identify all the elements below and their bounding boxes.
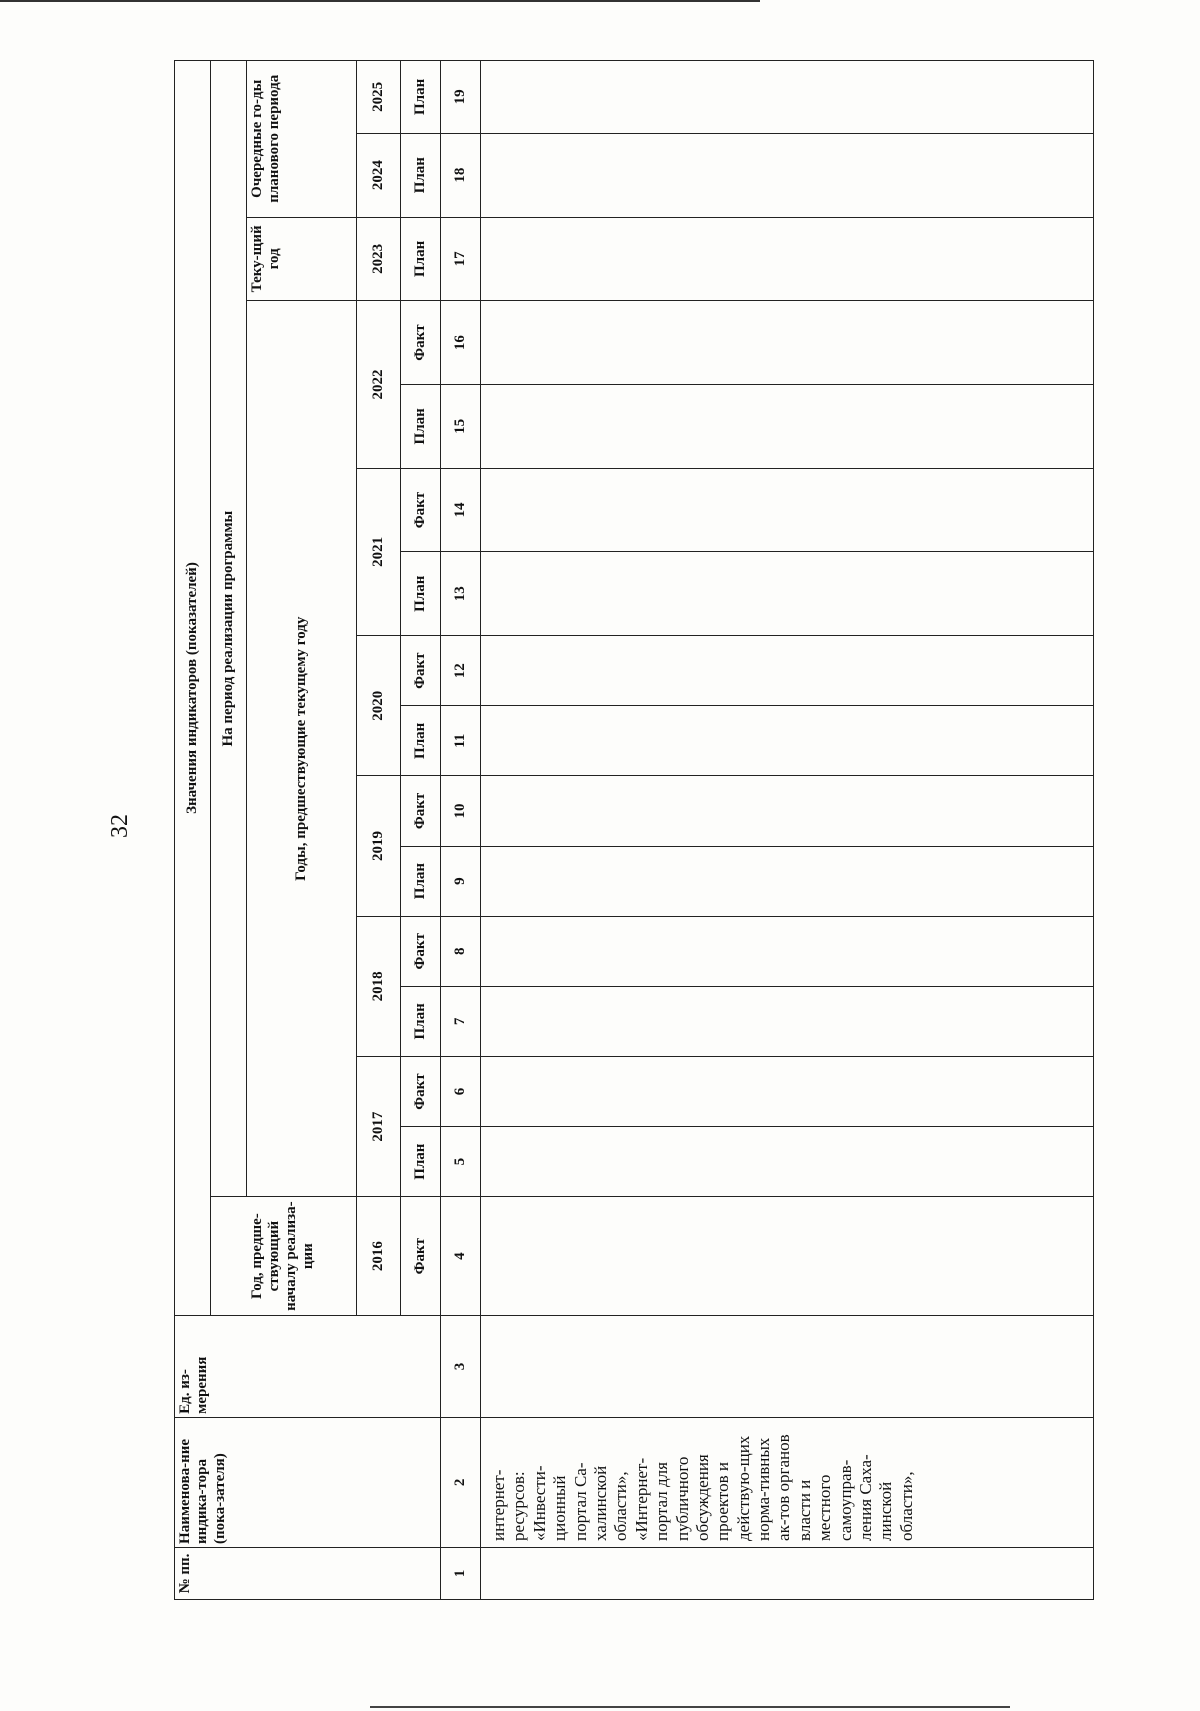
col-header-no: № пп. — [175, 1547, 441, 1599]
col-num-5: 5 — [441, 1127, 481, 1197]
col-header-period: На период реализации программы — [211, 61, 247, 1197]
year-2017: 2017 — [357, 1056, 401, 1196]
col-num-10: 10 — [441, 776, 481, 846]
col-num-17: 17 — [441, 217, 481, 301]
col-num-7: 7 — [441, 986, 481, 1056]
year-2016: 2016 — [357, 1197, 401, 1316]
plan-2020: План — [401, 706, 441, 776]
col-num-18: 18 — [441, 133, 481, 217]
scan-edge-bottom — [370, 1706, 1010, 1708]
value-cell — [481, 1197, 1094, 1316]
value-cell — [481, 706, 1094, 776]
col-num-13: 13 — [441, 552, 481, 636]
value-cell — [481, 61, 1094, 134]
plan-2018: План — [401, 986, 441, 1056]
row-unit — [481, 1316, 1094, 1418]
col-header-prior-year: Год, предше-ствующий началу реализа-ции — [247, 1197, 357, 1316]
col-num-12: 12 — [441, 636, 481, 706]
plan-2025: План — [401, 61, 441, 134]
year-2022: 2022 — [357, 301, 401, 468]
plan-2023: План — [401, 217, 441, 301]
value-cell — [481, 468, 1094, 552]
year-2020: 2020 — [357, 636, 401, 776]
year-2023: 2023 — [357, 217, 401, 301]
col-num-4: 4 — [441, 1197, 481, 1316]
fact-2016: Факт — [401, 1197, 441, 1316]
col-num-8: 8 — [441, 916, 481, 986]
fact-2020: Факт — [401, 636, 441, 706]
year-2025: 2025 — [357, 61, 401, 134]
table-row — [481, 61, 1094, 1600]
value-cell — [481, 552, 1094, 636]
col-num-19: 19 — [441, 61, 481, 134]
row-indicator-name: интернет-ресурсов: «Инвести-ционный портал Са-халинской области», «Интернет-портал для публичного обсуждения проектов и действую-щих норма-тивных ак-тов органов власти и местного самоуправ-ления Саха-линской области», — [481, 1417, 1094, 1547]
year-2021: 2021 — [357, 468, 401, 635]
col-num-15: 15 — [441, 384, 481, 468]
indicators-table — [174, 60, 1094, 1600]
value-cell — [481, 384, 1094, 468]
column-number-row — [441, 61, 481, 1600]
col-header-period-spacer — [211, 1197, 247, 1316]
value-cell — [481, 916, 1094, 986]
col-num-16: 16 — [441, 301, 481, 385]
col-num-6: 6 — [441, 1056, 481, 1126]
year-2019: 2019 — [357, 776, 401, 916]
value-cell — [481, 846, 1094, 916]
fact-2021: Факт — [401, 468, 441, 552]
col-num-3: 3 — [441, 1316, 481, 1418]
row-no — [481, 1547, 1094, 1599]
fact-2019: Факт — [401, 776, 441, 846]
fact-2022: Факт — [401, 301, 441, 385]
year-2018: 2018 — [357, 916, 401, 1056]
col-header-values-group: Значения индикаторов (показателей) — [175, 61, 211, 1316]
col-header-unit: Ед. из-мерения — [175, 1316, 441, 1418]
plan-2019: План — [401, 846, 441, 916]
value-cell — [481, 986, 1094, 1056]
plan-2022: План — [401, 384, 441, 468]
value-cell — [481, 1056, 1094, 1126]
value-cell — [481, 133, 1094, 217]
year-2024: 2024 — [357, 133, 401, 217]
value-cell — [481, 301, 1094, 385]
col-num-14: 14 — [441, 468, 481, 552]
value-cell — [481, 217, 1094, 301]
col-num-2: 2 — [441, 1417, 481, 1547]
scan-edge-top — [0, 0, 760, 2]
col-header-preceding-years: Годы, предшествующие текущему году — [247, 301, 357, 1197]
col-num-9: 9 — [441, 846, 481, 916]
rotated-page-content — [174, 60, 1094, 1600]
plan-2017: План — [401, 1127, 441, 1197]
col-num-1: 1 — [441, 1547, 481, 1599]
plan-2024: План — [401, 133, 441, 217]
page-number: 32 — [107, 814, 133, 838]
fact-2018: Факт — [401, 916, 441, 986]
plan-2021: План — [401, 552, 441, 636]
col-header-current-year: Теку-щий год — [247, 217, 357, 301]
value-cell — [481, 1127, 1094, 1197]
value-cell — [481, 776, 1094, 846]
col-header-next-years: Очередные го-ды планового периода — [247, 61, 357, 218]
col-header-name: Наименова-ние индика-тора (пока-зателя) — [175, 1417, 441, 1547]
value-cell — [481, 636, 1094, 706]
col-num-11: 11 — [441, 706, 481, 776]
fact-2017: Факт — [401, 1056, 441, 1126]
